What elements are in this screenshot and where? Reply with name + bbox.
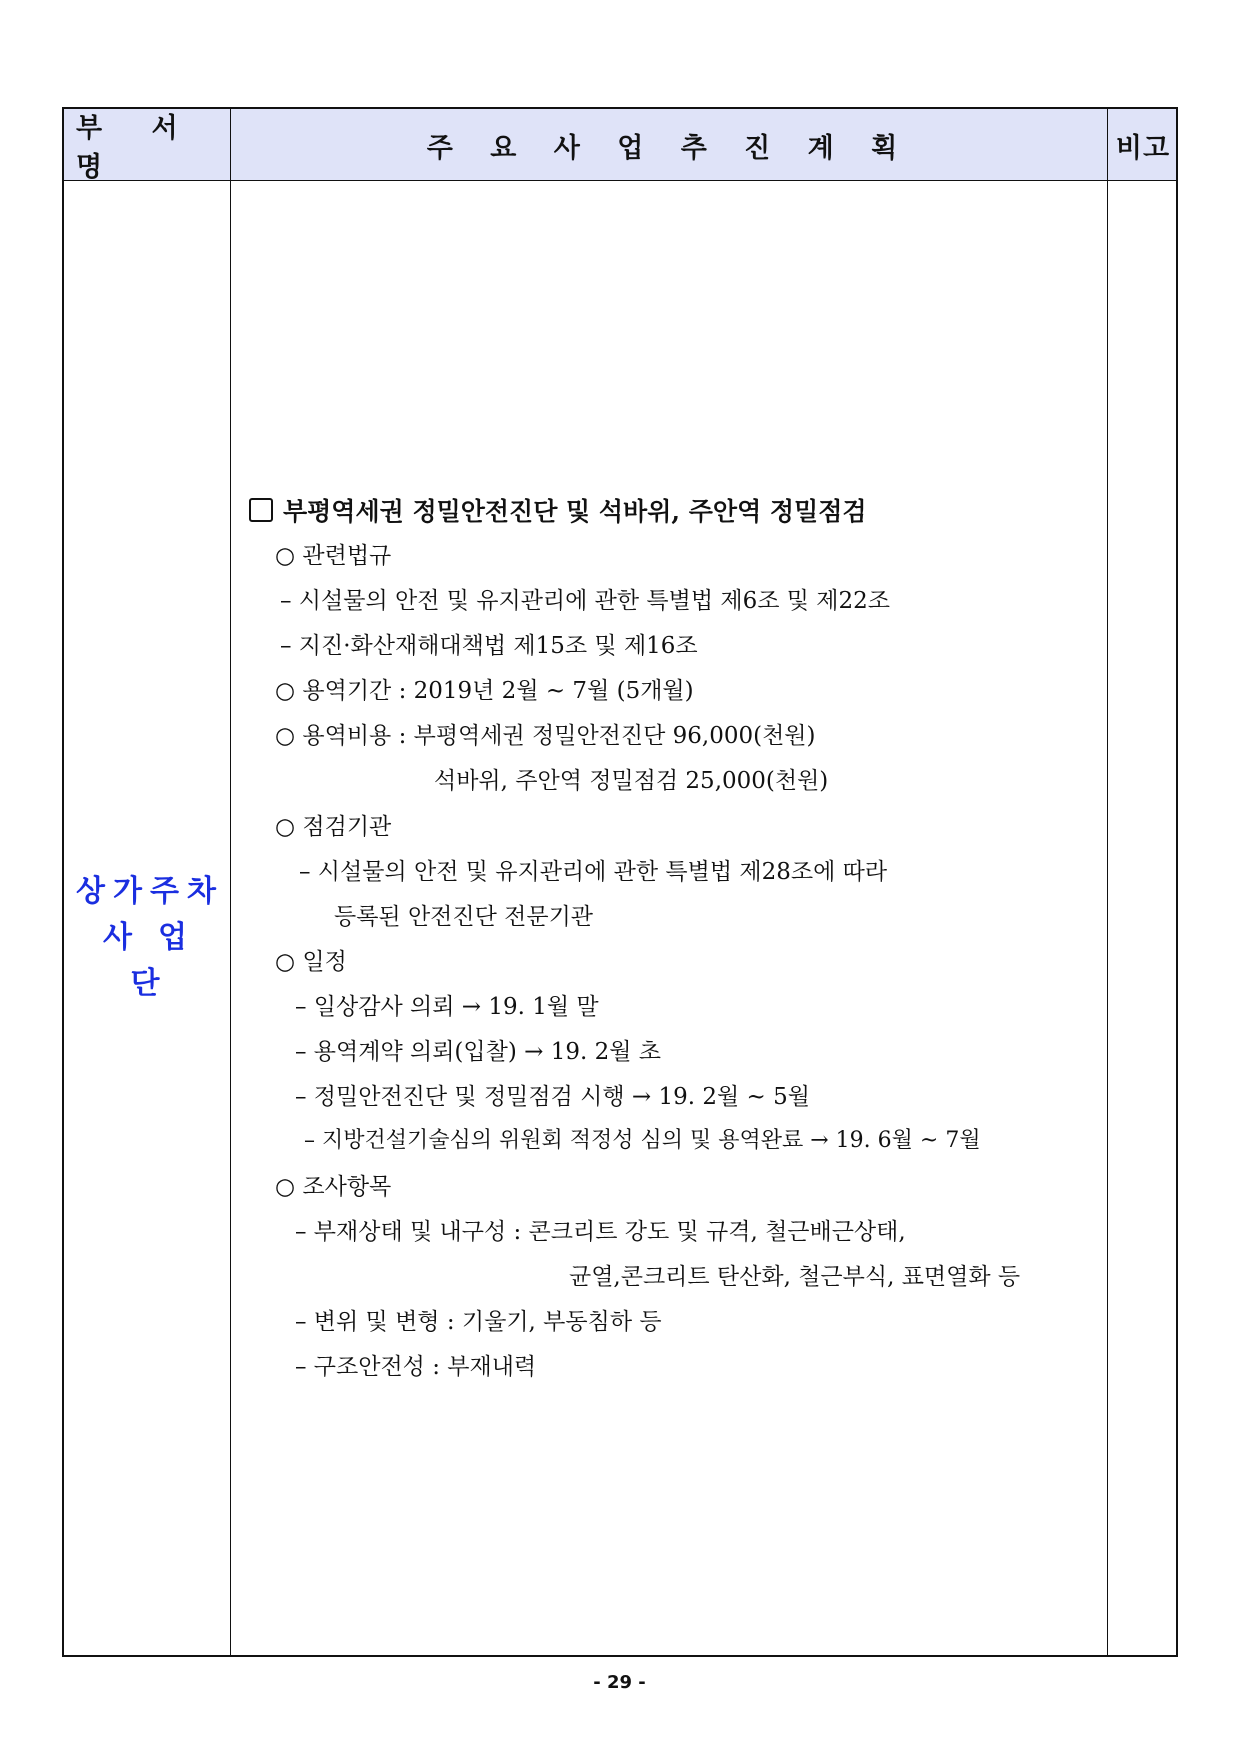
dept-name [64, 869, 230, 1007]
list-item: – 부재상태 및 내구성 : 콘크리트 강도 및 규격, 철근배근상태, [295, 1219, 906, 1245]
list-item: – 지방건설기술심의 위원회 적정성 심의 및 용역완료 → 19. 6월 ~ 7월 [304, 1128, 981, 1153]
list-item: 균열,콘크리트 탄산화, 철근부식, 표면열화 등 [569, 1264, 1021, 1290]
list-item: 석바위, 주안역 정밀점검 25,000(천원) [434, 768, 829, 794]
list-item: ○ 점검기관 [275, 814, 392, 840]
list-item: ○ 조사항목 [275, 1174, 392, 1200]
list-item: – 변위 및 변형 : 기울기, 부동침하 등 [295, 1309, 662, 1335]
column-divider [230, 109, 231, 1655]
dept-name-line1: 상가주차 [76, 874, 224, 909]
header-plan: 주 요 사 업 추 진 계 획 [426, 132, 912, 164]
list-item: 등록된 안전진단 전문기관 [334, 904, 594, 930]
column-divider [1107, 109, 1108, 1655]
list-item: – 시설물의 안전 및 유지관리에 관한 특별법 제6조 및 제22조 [280, 588, 890, 614]
checkbox-square-icon [249, 498, 273, 522]
list-item: – 정밀안전진단 및 정밀점검 시행 → 19. 2월 ~ 5월 [295, 1084, 810, 1110]
header-dept: 부 서 명 [76, 113, 198, 183]
page-number: - 29 - [593, 1672, 646, 1693]
list-item: – 지진·화산재해대책법 제15조 및 제16조 [280, 633, 698, 659]
list-item: – 일상감사 의뢰 → 19. 1월 말 [295, 994, 599, 1020]
header-note: 비고 [1115, 132, 1171, 164]
list-item: – 구조안전성 : 부재내력 [295, 1354, 537, 1380]
section-title [249, 492, 867, 528]
plan-table [62, 107, 1178, 1657]
list-item: ○ 관련법규 [275, 543, 392, 569]
list-item: ○ 일정 [275, 949, 347, 975]
list-item: ○ 용역비용 : 부평역세권 정밀안전진단 96,000(천원) [275, 723, 816, 749]
list-item: – 용역계약 의뢰(입찰) → 19. 2월 초 [295, 1039, 661, 1065]
dept-name-line2: 사업단 [103, 920, 213, 1001]
list-item: ○ 용역기간 : 2019년 2월 ~ 7월 (5개월) [275, 678, 694, 704]
section-title-text: 부평역세권 정밀안전진단 및 석바위, 주안역 정밀점검 [283, 497, 867, 526]
list-item: – 시설물의 안전 및 유지관리에 관한 특별법 제28조에 따라 [299, 859, 888, 885]
